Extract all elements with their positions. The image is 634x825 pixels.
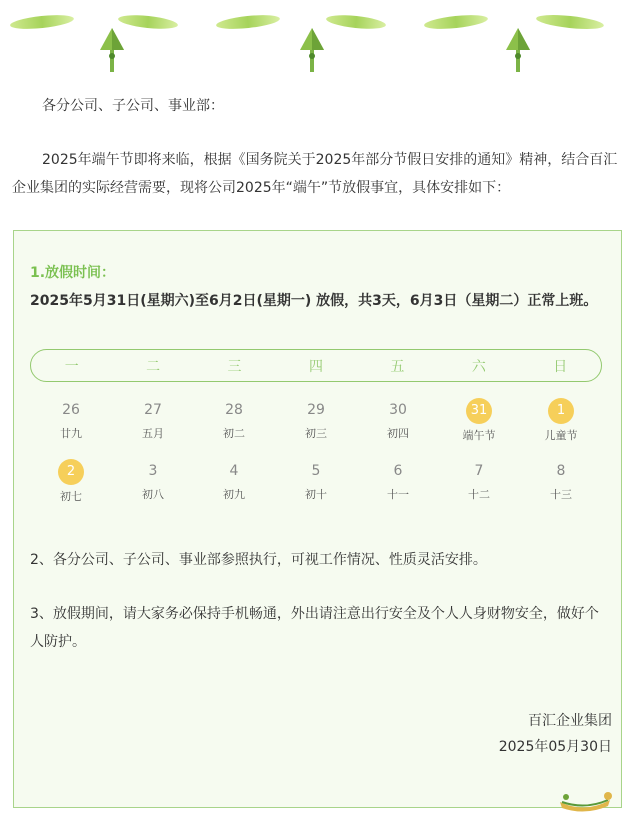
zongzi-icon bbox=[100, 28, 124, 72]
calendar-day bbox=[41, 398, 101, 441]
calendar-day bbox=[123, 459, 183, 502]
holiday-day-number: 31 bbox=[466, 398, 492, 424]
day-number: 3 bbox=[148, 463, 158, 479]
leaf-zongzi-banner bbox=[0, 0, 634, 80]
weekday-label: 三 bbox=[227, 358, 242, 375]
day-number: 8 bbox=[556, 463, 566, 479]
lunar-date: 十二 bbox=[468, 488, 490, 501]
holiday-day-number: 2 bbox=[58, 459, 84, 485]
day-number: 28 bbox=[225, 402, 243, 418]
dragon-boat-icon bbox=[556, 784, 614, 814]
weekday-label: 日 bbox=[553, 358, 568, 375]
weekday-label: 四 bbox=[308, 358, 323, 375]
section-title: 1.放假时间： bbox=[30, 265, 116, 281]
calendar-day bbox=[286, 459, 346, 502]
lunar-date: 初八 bbox=[142, 488, 164, 501]
calendar-day bbox=[286, 398, 346, 441]
lunar-date: 初七 bbox=[60, 490, 82, 503]
calendar-day bbox=[204, 459, 264, 502]
lunar-date: 五月 bbox=[142, 427, 164, 440]
calendar-day bbox=[204, 398, 264, 441]
lunar-date: 廿九 bbox=[60, 427, 82, 440]
lunar-date: 儿童节 bbox=[544, 429, 578, 442]
item-3: 3、放假期间，请大家务必保持手机畅通，外出请注意出行安全及个人人身财物安全，做好个人防护。 bbox=[30, 606, 599, 650]
calendar-day bbox=[449, 398, 509, 443]
day-number: 30 bbox=[389, 402, 407, 418]
item-2: 2、各分公司、子公司、事业部参照执行，可视工作情况、性质灵活安排。 bbox=[30, 552, 487, 568]
signature-date: 2025年05月30日 bbox=[498, 739, 612, 755]
greeting: 各分公司、子公司、事业部： bbox=[42, 98, 224, 114]
calendar-day bbox=[531, 459, 591, 502]
lunar-date: 初二 bbox=[223, 427, 245, 440]
day-number: 5 bbox=[311, 463, 321, 479]
leaf-row bbox=[10, 12, 605, 31]
day-number: 27 bbox=[144, 402, 162, 418]
calendar-day bbox=[449, 459, 509, 502]
lunar-date: 初三 bbox=[305, 427, 327, 440]
signature-company: 百汇企业集团 bbox=[528, 713, 612, 729]
day-number: 7 bbox=[474, 463, 484, 479]
lunar-date: 初十 bbox=[305, 488, 327, 501]
intro-paragraph: 2025年端午节即将来临，根据《国务院关于2025年部分节假日安排的通知》精神，结合百汇企业集团的实际经营需要，现将公司2025年“端午”节放假事宜，具体安排如下： bbox=[12, 152, 618, 196]
zongzi-icon bbox=[300, 28, 324, 72]
lunar-date: 端午节 bbox=[462, 429, 496, 442]
calendar-day bbox=[368, 398, 428, 441]
day-number: 29 bbox=[307, 402, 325, 418]
weekday-bar bbox=[30, 349, 602, 382]
day-number: 4 bbox=[229, 463, 239, 479]
calendar-day bbox=[368, 459, 428, 502]
day-number: 26 bbox=[62, 402, 80, 418]
weekday-label: 一 bbox=[64, 358, 79, 375]
calendar-day bbox=[531, 398, 591, 443]
calendar-day bbox=[41, 459, 101, 504]
lunar-date: 十三 bbox=[550, 488, 572, 501]
weekday-label: 五 bbox=[390, 358, 405, 375]
holiday-period: 2025年5月31日(星期六)至6月2日(星期一) 放假，共3天，6月3日（星期二）正常上班。 bbox=[30, 293, 598, 309]
weekday-label: 二 bbox=[146, 358, 161, 375]
lunar-date: 十一 bbox=[387, 488, 409, 501]
day-number: 6 bbox=[393, 463, 403, 479]
calendar-day bbox=[123, 398, 183, 441]
holiday-day-number: 1 bbox=[548, 398, 574, 424]
zongzi-icon bbox=[506, 28, 530, 72]
lunar-date: 初四 bbox=[387, 427, 409, 440]
lunar-date: 初九 bbox=[223, 488, 245, 501]
weekday-label: 六 bbox=[471, 358, 486, 375]
